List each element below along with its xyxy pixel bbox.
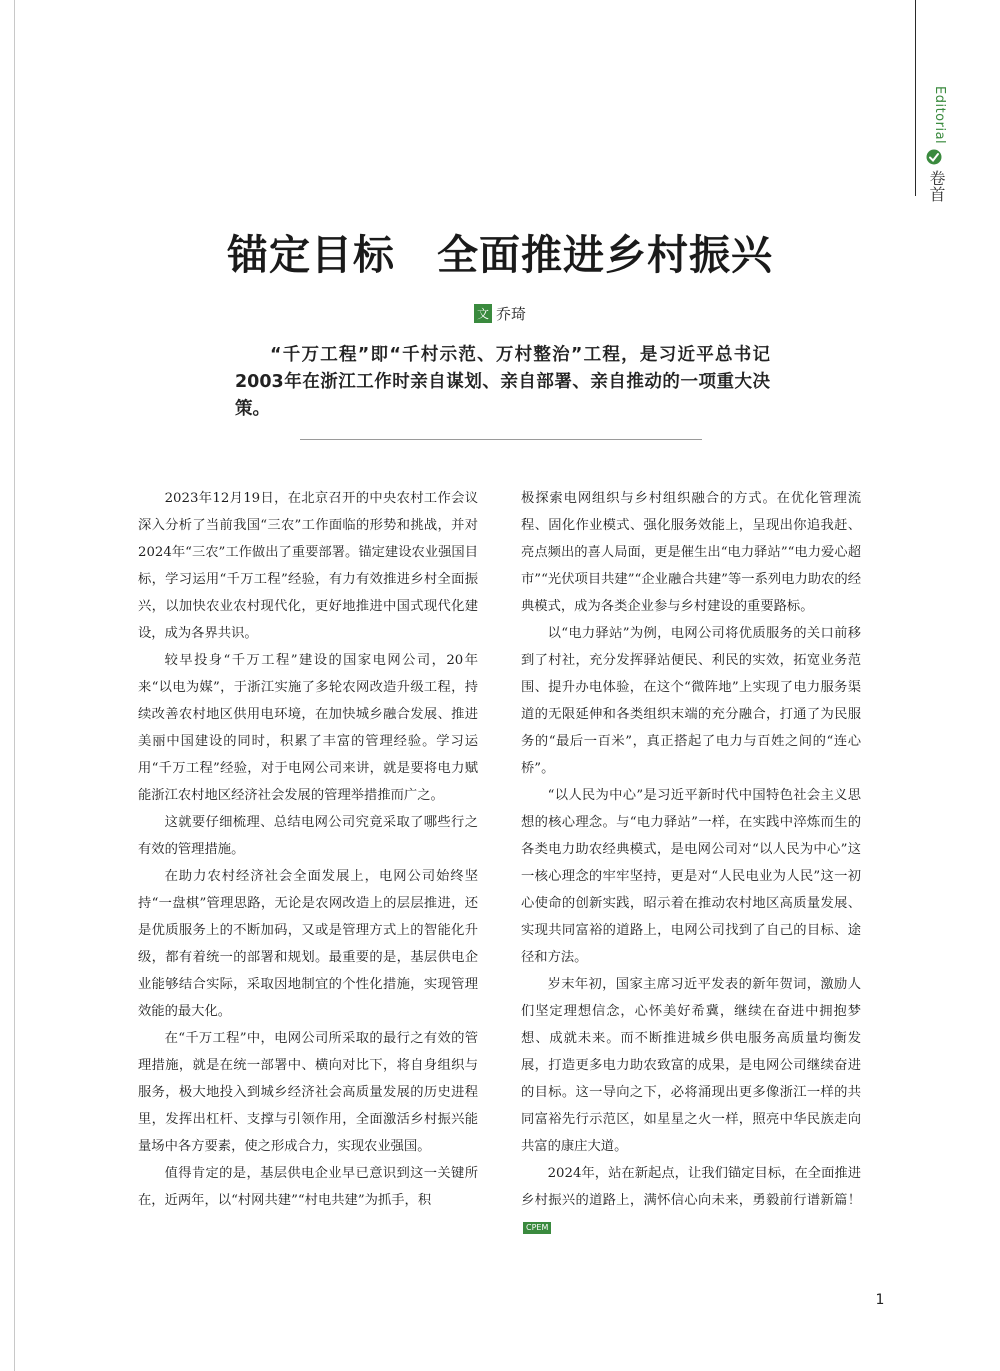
author-badge: 文: [474, 304, 492, 323]
section-label-chinese: 卷首: [927, 170, 946, 202]
paragraph: 值得肯定的是，基层供电企业早已意识到这一关键所在，近两年，以“村网共建”“村电共建”为抓手，积: [138, 1166, 478, 1208]
article-abstract: “千万工程”即“千村示范、万村整治”工程，是习近平总书记2003年在浙江工作时亲自谋划、亲自部署、亲自推动的一项重大决策。: [235, 345, 770, 419]
paragraph: 2023年12月19日，在北京召开的中央农村工作会议深入分析了当前我国“三农”工作面临的形势和挑战，并对2024年“三农”工作做出了重要部署。锚定建设农业强国目标，学习运用“千万工程”经验，有力有效推进乡村全面振兴，以加快农业农村现代化，更好地推进中国式现代化建设，成为各界共识。: [138, 491, 478, 641]
body-column-right: [521, 485, 861, 1241]
paragraph: 在助力农村经济社会全面发展上，电网公司始终坚持“一盘棋”管理思路，无论是农网改造上的层层推进，还是优质服务上的不断加码，又或是管理方式上的智能化升级，都有着统一的部署和规划。最重要的是，基层供电企业能够结合实际，采取因地制宜的个性化措施，实现管理效能的最大化。: [138, 869, 478, 1019]
page-number: 1: [875, 1292, 885, 1308]
author-name: 乔琦: [496, 305, 527, 323]
leaf-icon: [925, 148, 943, 166]
paragraph: 以“电力驿站”为例，电网公司将优质服务的关口前移到了村社，充分发挥驿站便民、利民的实效，拓宽业务范围、提升办电体验，在这个“微阵地”上实现了电力服务渠道的无限延伸和各类组织末端的充分融合，打通了为民服务的“最后一百米”，真正搭起了电力与百姓之间的“连心桥”。: [521, 626, 861, 776]
final-paragraph-text: 2024年，站在新起点，让我们锚定目标，在全面推进乡村振兴的道路上，满怀信心向未来，勇毅前行谱新篇！: [521, 1166, 861, 1208]
paragraph: “以人民为中心”是习近平新时代中国特色社会主义思想的核心理念。与“电力驿站”一样，在实践中淬炼而生的各类电力助农经典模式，是电网公司对“以人民为中心”这一核心理念的牢牢坚持，更是对“人民电业为人民”这一初心使命的创新实践，昭示着在推动农村地区高质量发展、实现共同富裕的道路上，电网公司找到了自己的目标、途径和方法。: [521, 788, 861, 965]
article-title: 锚定目标 全面推进乡村振兴: [227, 231, 773, 279]
paragraph-continued: 极探索电网组织与乡村组织融合的方式。在优化管理流程、固化作业模式、强化服务效能上，呈现出你追我赶、亮点频出的喜人局面，更是催生出“电力驿站”“电力爱心超市”“光伏项目共建”“企业融合共建”等一系列电力助农的经典模式，成为各类企业参与乡村建设的重要路标。: [521, 491, 861, 614]
paragraph: 在“千万工程”中，电网公司所采取的最行之有效的管理措施，就是在统一部署中、横向对比下，将自身组织与服务，极大地投入到城乡经济社会高质量发展的历史进程里，发挥出杠杆、支撑与引领作用，全面激活乡村振兴能量场中各方要素，使之形成合力，实现农业强国。: [138, 1031, 478, 1154]
paragraph: 较早投身“千万工程”建设的国家电网公司，20年来“以电为媒”，于浙江实施了多轮农网改造升级工程，持续改善农村地区供用电环境，在加快城乡融合发展、推进美丽中国建设的同时，积累了丰富的管理经验。学习运用“千万工程”经验，对于电网公司来讲，就是要将电力赋能浙江农村地区经济社会发展的管理举措推而广之。: [138, 653, 478, 803]
paragraph-final: [521, 1160, 861, 1241]
body-column-left: [138, 485, 478, 1214]
divider: [300, 439, 702, 440]
section-rule: [915, 0, 916, 196]
end-mark-badge: CPEM: [523, 1222, 551, 1234]
paragraph: 岁末年初，国家主席习近平发表的新年贺词，激励人们坚定理想信念，心怀美好希冀，继续在奋进中拥抱梦想、成就未来。而不断推进城乡供电服务高质量均衡发展，打造更多电力助农致富的成果，是电网公司继续奋进的目标。这一导向之下，必将涌现出更多像浙江一样的共同富裕先行示范区，如星星之火一样，照亮中华民族走向共富的康庄大道。: [521, 977, 861, 1154]
author-line: [0, 303, 1000, 324]
section-label-english: Editorial: [932, 86, 947, 145]
left-margin-line: [14, 0, 15, 1371]
paragraph: 这就要仔细梳理、总结电网公司究竟采取了哪些行之有效的管理措施。: [138, 815, 478, 857]
section-tab: [921, 78, 955, 202]
